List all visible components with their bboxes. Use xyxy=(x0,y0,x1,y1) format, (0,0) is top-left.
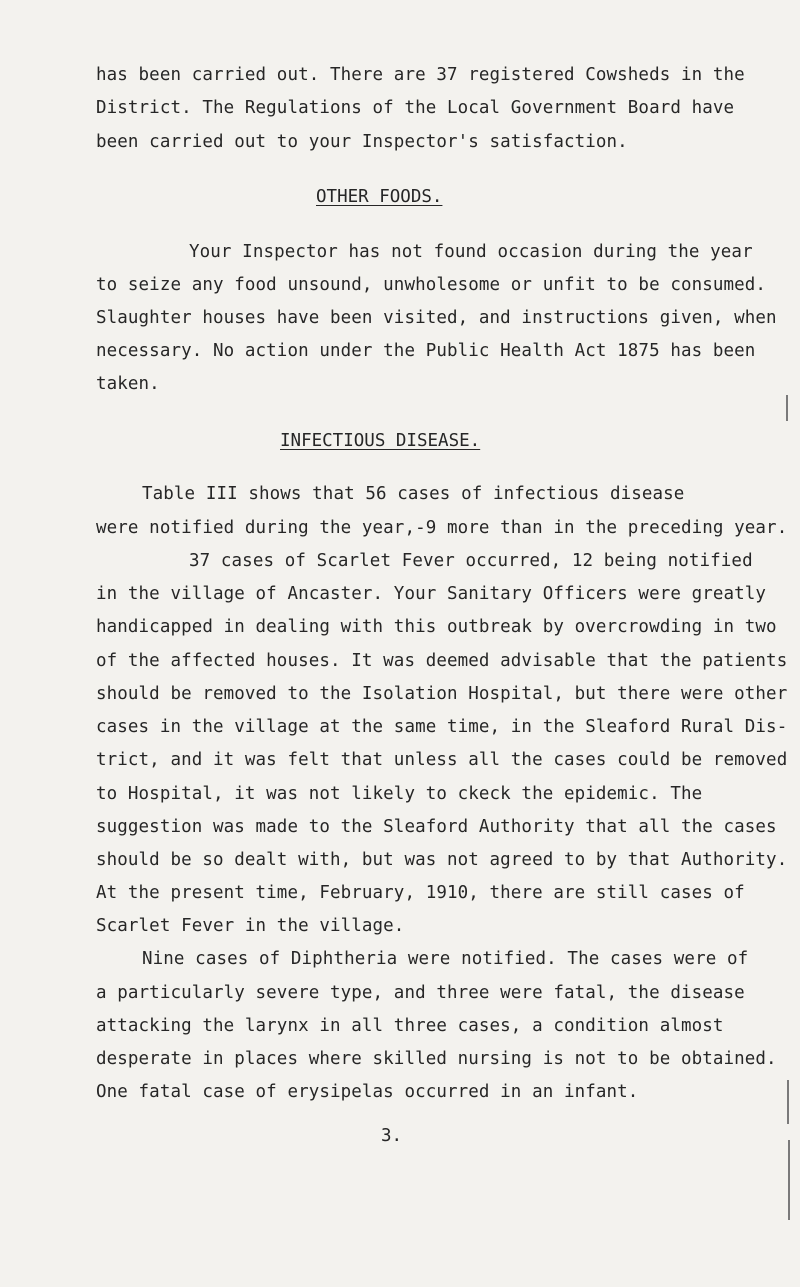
section-heading-infectious-disease: INFECTIOUS DISEASE. xyxy=(280,431,481,451)
text-line: Scarlet Fever in the village. xyxy=(96,916,405,936)
text-line: Your Inspector has not found occasion during the year xyxy=(189,242,753,262)
text-line: District. The Regulations of the Local Government Board have xyxy=(96,98,735,118)
text-line: One fatal case of erysipelas occurred in an infant. xyxy=(96,1082,639,1102)
text-line: were notified during the year,-9 more than in the preceding year. xyxy=(96,518,788,538)
text-line: suggestion was made to the Sleaford Authority that all the cases xyxy=(96,817,777,837)
text-line: trict, and it was felt that unless all the cases could be removed xyxy=(96,750,788,770)
text-line: taken. xyxy=(96,374,160,394)
text-line: should be removed to the Isolation Hospital, but there were other xyxy=(96,684,788,704)
text-line: to seize any food unsound, unwholesome or unfit to be consumed. xyxy=(96,275,767,295)
text-line: Nine cases of Diphtheria were notified. The cases were of xyxy=(142,949,749,969)
text-line: of the affected houses. It was deemed advisable that the patients xyxy=(96,651,788,671)
text-line: in the village of Ancaster. Your Sanitary Officers were greatly xyxy=(96,584,767,604)
scan-edge-mark xyxy=(786,395,788,421)
text-line: a particularly severe type, and three were fatal, the disease xyxy=(96,983,745,1003)
text-line: to Hospital, it was not likely to ckeck the epidemic. The xyxy=(96,784,703,804)
text-line: Slaughter houses have been visited, and instructions given, when xyxy=(96,308,777,328)
scan-edge-mark xyxy=(787,1080,789,1124)
text-line: should be so dealt with, but was not agreed to by that Authority. xyxy=(96,850,788,870)
text-line: necessary. No action under the Public Health Act 1875 has been xyxy=(96,341,756,361)
text-line: desperate in places where skilled nursing is not to be obtained. xyxy=(96,1049,777,1069)
text-line: Table III shows that 56 cases of infectious disease xyxy=(142,484,685,504)
text-line: cases in the village at the same time, in the Sleaford Rural Dis- xyxy=(96,717,788,737)
text-line: has been carried out. There are 37 registered Cowsheds in the xyxy=(96,65,745,85)
scan-edge-mark xyxy=(788,1140,790,1220)
text-line: 37 cases of Scarlet Fever occurred, 12 being notified xyxy=(189,551,753,571)
text-line: handicapped in dealing with this outbreak by overcrowding in two xyxy=(96,617,777,637)
text-line: been carried out to your Inspector's satisfaction. xyxy=(96,132,628,152)
text-line: attacking the larynx in all three cases, a condition almost xyxy=(96,1016,724,1036)
text-line: At the present time, February, 1910, there are still cases of xyxy=(96,883,745,903)
page-number: 3. xyxy=(381,1126,403,1146)
section-heading-other-foods: OTHER FOODS. xyxy=(316,187,443,207)
